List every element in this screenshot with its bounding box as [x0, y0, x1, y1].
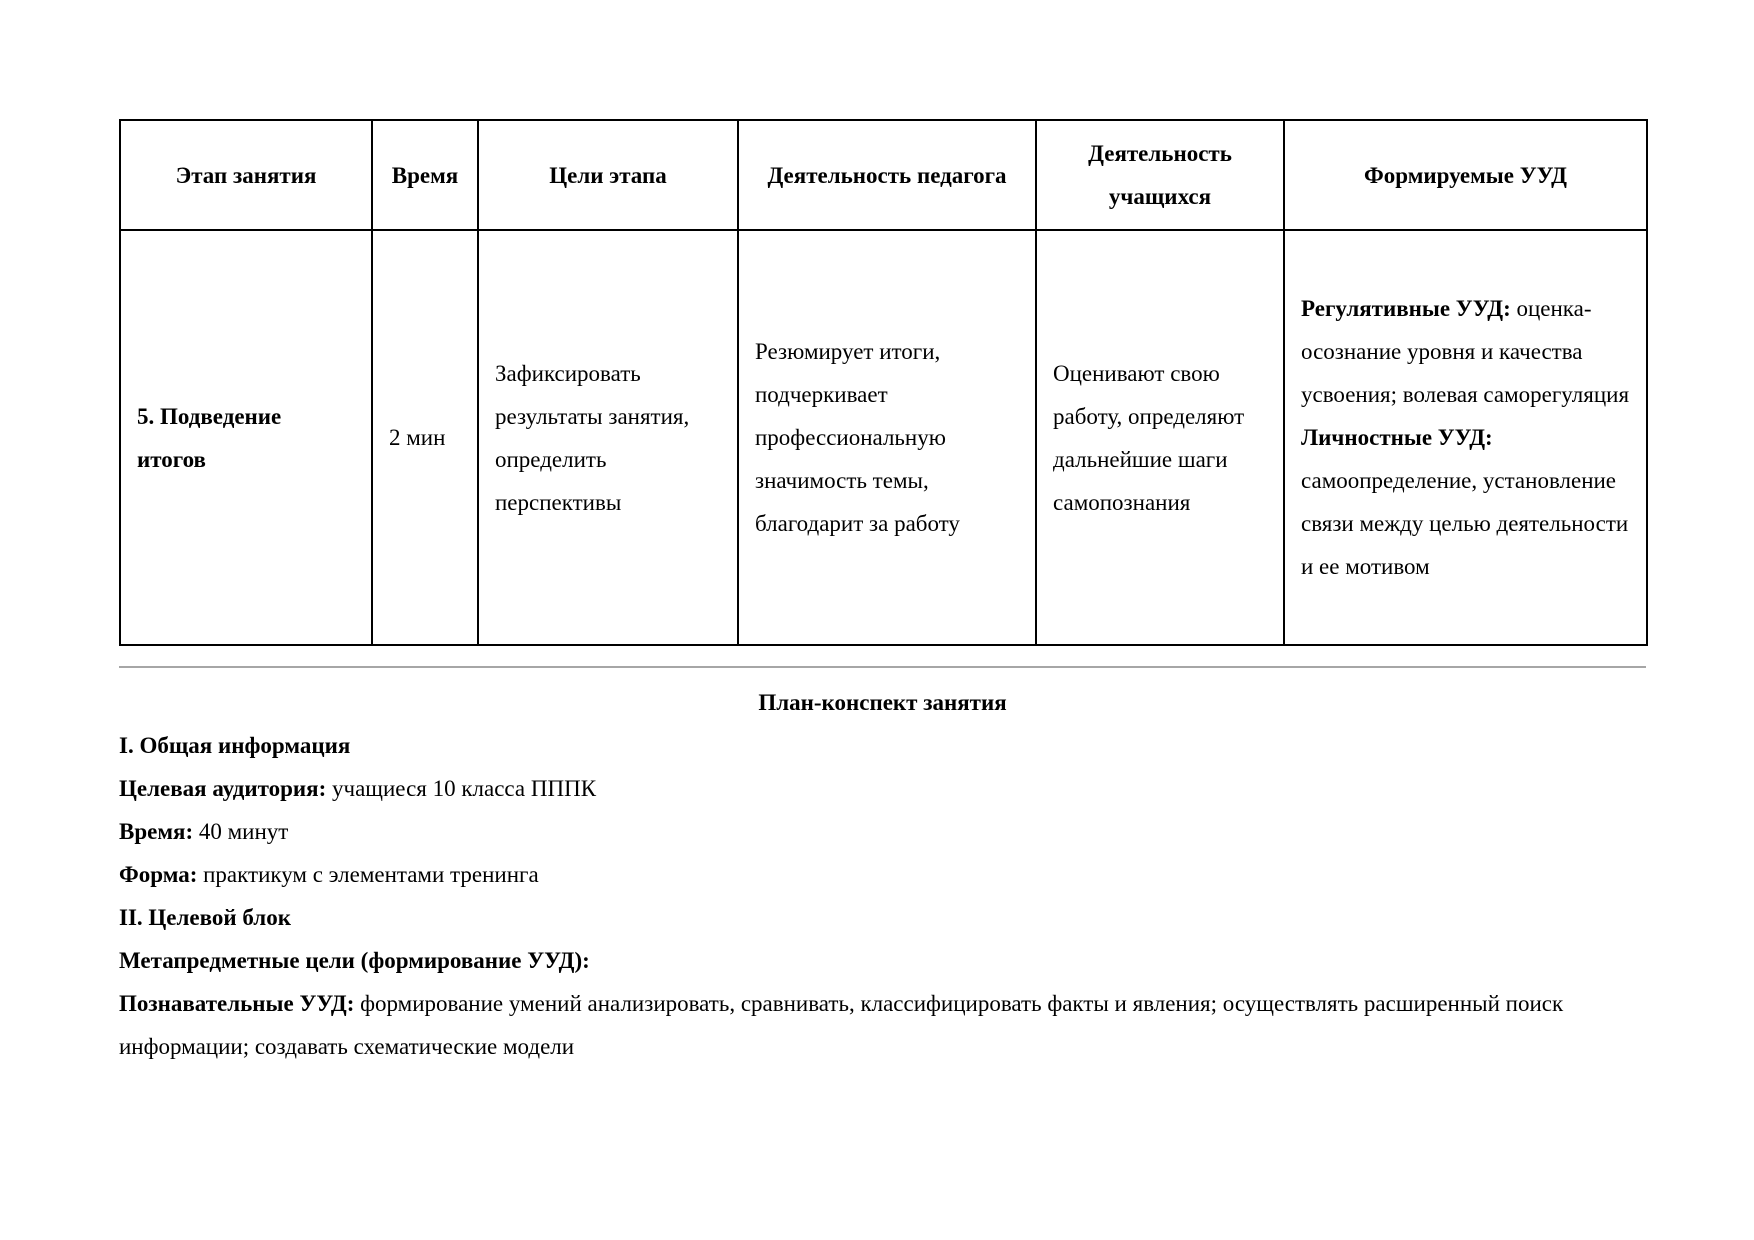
- time-line: [119, 810, 1646, 853]
- section-target-block: II. Целевой блок: [119, 905, 291, 930]
- header-goals: Цели этапа: [478, 120, 738, 230]
- header-uud: Формируемые УУД: [1284, 120, 1647, 230]
- header-teacher-activity: Деятельность педагога: [738, 120, 1036, 230]
- table-row: [120, 230, 1647, 645]
- cell-goals: Зафиксировать результаты занятия, определить перспективы: [478, 230, 738, 645]
- uud-personal: [1301, 416, 1630, 588]
- time-label: Время:: [119, 819, 194, 844]
- horizontal-divider: [119, 666, 1646, 668]
- cognitive-label: Познавательные УУД:: [119, 991, 355, 1016]
- header-stage: Этап занятия: [120, 120, 372, 230]
- cognitive-value: формирование умений анализировать, сравнивать, классифицировать факты и явления; осуществлять расширенный поиск информации; создавать схематические модели: [119, 991, 1564, 1059]
- table-header-row: [120, 120, 1647, 230]
- cell-student-activity: Оценивают свою работу, определяют дальнейшие шаги самопознания: [1036, 230, 1284, 645]
- form-value: практикум с элементами тренинга: [197, 862, 539, 887]
- time-value: 40 минут: [193, 819, 289, 844]
- cell-time: 2 мин: [372, 230, 478, 645]
- uud-personal-label: Личностные УУД:: [1301, 425, 1493, 450]
- cell-teacher-activity: Резюмирует итоги, подчеркивает профессиональную значимость темы, благодарит за работу: [738, 230, 1036, 645]
- audience-value: учащиеся 10 класса ПППК: [326, 776, 597, 801]
- cell-stage: 5. Подведение итогов: [120, 230, 372, 645]
- plan-title: План-конспект занятия: [758, 690, 1007, 715]
- uud-personal-text: самоопределение, установление связи между целью деятельности и ее мотивом: [1301, 468, 1629, 579]
- lesson-plan: [119, 681, 1646, 1068]
- cognitive-line: [119, 982, 1646, 1068]
- meta-goals-heading: Метапредметные цели (формирование УУД):: [119, 948, 590, 973]
- section-general-info: I. Общая информация: [119, 733, 351, 758]
- uud-regulatory: [1301, 287, 1630, 416]
- form-line: [119, 853, 1646, 896]
- lesson-stage-table: [119, 119, 1648, 646]
- header-student-activity: Деятельность учащихся: [1036, 120, 1284, 230]
- uud-regulatory-text: оценка-осознание уровня и качества усвоения; волевая саморегуляция: [1301, 296, 1630, 407]
- uud-regulatory-label: Регулятивные УУД:: [1301, 296, 1511, 321]
- audience-line: [119, 767, 1646, 810]
- audience-label: Целевая аудитория:: [119, 776, 327, 801]
- cell-uud: [1284, 230, 1647, 645]
- form-label: Форма:: [119, 862, 198, 887]
- header-time: Время: [372, 120, 478, 230]
